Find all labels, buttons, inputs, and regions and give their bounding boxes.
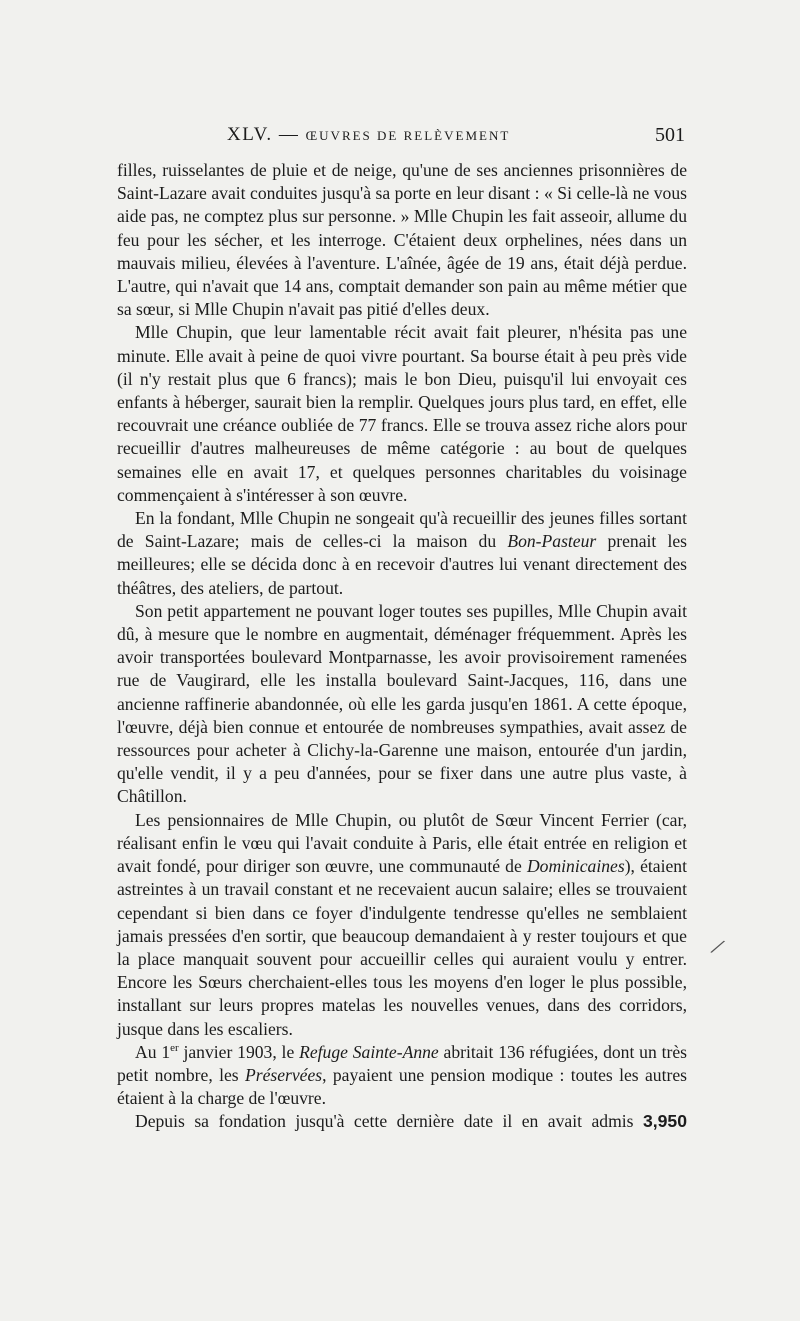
running-title <box>227 124 510 146</box>
text-run: filles, ruisselantes de pluie et de neige, qu'une de ses anciennes prisonnières de Saint-Lazare avait conduites jusqu'à sa porte en leur disant : « Si celle-là ne vous aide pas, ne comptez plus sur personne. » Mlle Chupin les fait asseoir, allume du feu pour les sécher, et les interroge. C'étaient deux orphelines, nées dans un mauvais milieu, élevées à l'aventure. L'aînée, âgée de 19 ans, était déjà perdue. L'autre, qui n'avait que 14 ans, comptait demander son pain au même métier que sa sœur, si Mlle Chupin n'avait pas pitié d'elles deux. <box>117 160 687 320</box>
text-run: 3,950 <box>642 1111 687 1132</box>
text-run: , payaient une pension modique : toutes les autres étaient à la charge de l'œuvre. <box>117 1064 687 1109</box>
page-number: 501 <box>655 124 685 146</box>
paragraph <box>117 1041 687 1111</box>
paragraph <box>117 159 687 321</box>
paragraph <box>117 1110 687 1133</box>
section-title: ŒUVRES DE RELÈVEMENT <box>305 128 511 143</box>
text-run: Dominicaines <box>526 856 625 877</box>
header-dash: — <box>278 124 300 145</box>
text-run: Son petit appartement ne pouvant loger toutes ses pupilles, Mlle Chupin avait dû, à mesure que le nombre en augmentait, déménager fréquemment. Après les avoir transportées boulevard Montparnasse, les avoir provisoirement ramenées rue de Vaugirard, elle les installa boulevard Saint-Jacques, 116, dans une ancienne raffinerie abandonnée, où elle les garda jusqu'en 1861. A cette époque, l'œuvre, déjà bien connue et entourée de nombreuses sympathies, avait assez de ressources pour acheter à Clichy-la-Garenne une maison, entourée d'un jardin, qu'elle vendit, il y a peu d'années, pour se fixer dans une autre plus vaste, à Châtillon. <box>117 600 687 807</box>
margin-pencil-mark: ⁄ <box>712 935 723 959</box>
text-run: Les pensionnaires de Mlle Chupin, ou plutôt de Sœur Vincent Ferrier (car, réalisant enfin le vœu qui l'avait conduite à Paris, elle était entrée en religion et avait fondé, pour diriger son œuvre, une communauté de <box>117 809 687 877</box>
text-run: Mlle Chupin, que leur lamentable récit avait fait pleurer, n'hésita pas une minute. Elle avait à peine de quoi vivre pourtant. Sa bourse était à peu près vide (il n'y restait plus que 6 francs); mais le bon Dieu, puisqu'il lui envoyait ces enfants à héberger, saurait bien la remplir. Quelques jours plus tard, en effet, elle recouvrait une créance oubliée de 77 francs. Elle se trouva assez riche alors pour recueillir d'autres malheureuses de même catégorie : au bout de quelques semaines elle en avait 17, et quelques personnes charitables du voisinage commençaient à s'intéresser à son œuvre. <box>117 322 687 505</box>
text-run: Bon-Pasteur <box>507 531 597 552</box>
body-text <box>117 159 687 1134</box>
text-run: prenait les meilleures; elle se décida donc à en recevoir d'autres lui venant directement des théâtres, des ateliers, de partout. <box>117 531 688 598</box>
text-run: En la fondant, Mlle Chupin ne songeait qu'à recueillir des jeunes filles sortant de Saint-Lazare; mais de celles-ci la maison du <box>117 508 687 552</box>
paragraph <box>117 321 687 507</box>
text-run: abritait 136 réfugiées, dont un très petit nombre, les <box>117 1041 687 1085</box>
text-run: Au 1 <box>135 1041 171 1062</box>
text-run: Refuge Sainte-Anne <box>299 1041 439 1062</box>
paragraph <box>117 507 687 600</box>
paragraph <box>117 809 687 1041</box>
running-header <box>117 124 685 150</box>
text-run: Préservées <box>244 1064 323 1085</box>
paragraph <box>117 600 687 809</box>
volume-number: XLV. <box>227 124 273 145</box>
text-run: ), étaient astreintes à un travail constant et ne recevaient aucun salaire; elles se trouvaient cependant si bien dans ce foyer d'indulgente tendresse qu'elles ne semblaient jamais pressées d'en sortir, que beaucoup demandaient à y rester toujours et que la place manquait souvent pour accueillir celles qui auraient voulu y entrer. Encore les Sœurs cherchaient-elles tous les moyens d'en loger le plus possible, installant sur leurs propres matelas les nouvelles venues, dans des corridors, jusque dans les escaliers. <box>117 856 687 1039</box>
text-run: Depuis sa fondation jusqu'à cette dernière date il en avait admis <box>135 1111 643 1132</box>
text-run: er <box>170 1041 179 1054</box>
text-run: janvier 1903, le <box>178 1041 300 1062</box>
